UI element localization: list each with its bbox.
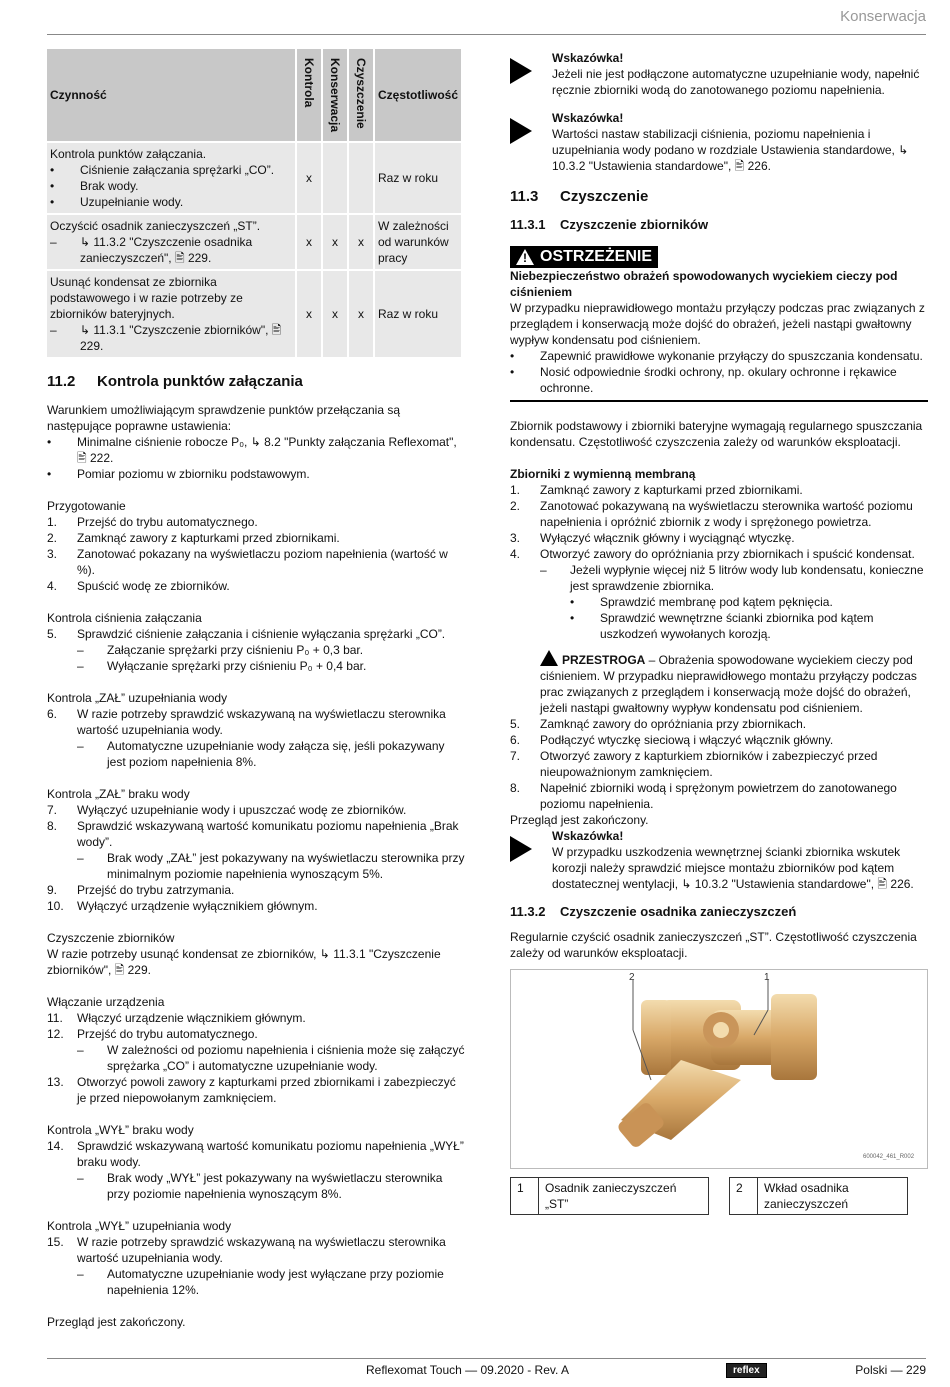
maintenance-table (45, 47, 463, 359)
strainer-illustration (511, 970, 927, 1168)
svg-text:600042_461_R002: 600042_461_R002 (863, 1154, 915, 1160)
note-box: Wskazówka! Jeżeli nie jest podłączone automatyczne uzupełnianie wody, napełnić ręcznie zbiorniki wodą do zanotowanego poziomu napełnienia. (510, 50, 928, 98)
figure-legend: 1 Osadnik zanieczyszczeń „ST” 2 Wkład osadnika zanieczyszczeń (510, 1177, 928, 1215)
table-row: Oczyścić osadnik zanieczyszczeń „ST”. – ↳ 11.3.2 "Czyszczenie osadnika zanieczyszczeń", 🖹 229. x x x W zależności od warunków pracy (47, 215, 461, 269)
note-arrow-icon (510, 50, 552, 98)
section-11-3-heading: 11.3 Czyszczenie (510, 188, 649, 205)
th-frequency: Częstotliwość (375, 49, 461, 141)
section-11-2-heading: 11.2 Kontrola punktów załączania (47, 373, 303, 390)
th-kontrola: Kontrola (297, 49, 321, 141)
document-id: Reflexomat Touch — 09.2020 - Rev. A (366, 1363, 569, 1377)
th-activity: Czynność (47, 49, 295, 141)
table-row: Usunąć kondensat ze zbiornika podstawowego i w razie potrzeby ze zbiorników bateryjnych. – ↳ 11.3.1 "Czyszczenie zbiorników", 🖹 229. x x x Raz w roku (47, 271, 461, 357)
link-ref[interactable]: ↳ 11.3.1 "Czyszczenie zbiorników", 🖹 229. (80, 323, 282, 353)
caution-note: PRZESTROGA – Obrażenia spowodowane wyciekiem cieczy pod ciśnieniem. W przypadku nieprawidłowego montażu przyłączy podczas prac związanych z przeglądem i konserwacją może dojść do obrażeń, jeżeli nastąpi gwałtowny wypływ kondensatu pod ciśnieniem. (510, 650, 928, 716)
svg-text:1: 1 (764, 972, 770, 983)
page-number: Polski — 229 (855, 1363, 926, 1377)
note-box: Wskazówka! Wartości nastaw stabilizacji ciśnienia, poziomu napełnienia i uzupełniania wody podano w rozdziale Ustawienia standardowe, ↳ 10.3.2 "Ustawienia standardowe", 🖹 226. (510, 110, 928, 174)
note-arrow-icon (510, 828, 552, 892)
svg-text:2: 2 (629, 972, 635, 983)
note-arrow-icon (510, 110, 552, 174)
table-row: Kontrola punktów załączania. • Ciśnienie załączania sprężarki „CO”. • Brak wody. • Uzupełnianie wody. x Raz w roku (47, 143, 461, 213)
warning-icon (516, 249, 534, 265)
page-header-title: Konserwacja (840, 8, 926, 25)
footer-divider (47, 1358, 926, 1359)
note-box: Wskazówka! W przypadku uszkodzenia wewnętrznej ścianki zbiornika wskutek korozji należy sprawdzić miejsce montażu zbiorników pod kątem dostatecznej wentylacji, ↳ 10.3.2 "Ustawienia standardowe", 🖹 226. (510, 828, 928, 892)
right-column: Wskazówka! Jeżeli nie jest podłączone automatyczne uzupełnianie wody, napełnić ręcznie zbiorniki wodą do zanotowanego poziomu napełnienia. Wskazówka! Wartości nastaw stabilizacji ciśnienia, poziomu napełnienia i uzupełniania wody podano w rozdziale Ustawienia standardowe, ↳ 10.3.2 "Ustawienia standardowe", 🖹 226. 11.3 Czyszczenie 11.3.1 Czyszczenie zbiorników ! OSTRZEŻENIE Niebezpieczeństwo obrażeń spowodowanych wyciekiem cieczy pod ciśnieniem W przypadku nieprawidłowego montażu przyłączy podczas prac związanych z przeglądem i konserwacją może dojść do obrażeń, jeżeli nastąpi gwałtowny wypływ kondensatu pod ciśnieniem. • Zapewnić prawidłowe wykonanie przyłączy do spuszczania kondensatu. • Nosić odpowiednie środki ochrony, np. okulary ochronne i rękawice ochronne. Zbiornik podstawowy i zbiorniki bateryjne wymagają regularnego spuszczania kondensatu. Częstotliwość czyszczenia zależy od warunków eksploatacji. Zbiorniki z wymienną membraną 1. Zamknąć zawory z kapturkami przed zbiornikami. 2. Zanotować pokazywaną na wyświetlaczu sterownika wartość poziomu napełnienia i opróżnić zbiornik z wody i sprężonego powietrza. 3. Wyłączyć włącznik główny i wyciągnąć wtyczkę. 4. Otworzyć zawory do opróżniania przy zbiornikach i spuścić kondensat. – Jeżeli wypłynie więcej niż 5 litrów wody lub kondensatu, konieczne jest sprawdzenie zbiornika. • Sprawdzić membranę pod kątem pęknięcia. • Sprawdzić wewnętrzne ścianki zbiornika pod kątem uszkodzeń wywołanych korozją. PRZESTROGA – Obrażenia spowodowane wyciekiem cieczy pod ciśnieniem. W przypadku nieprawidłowego montażu przyłączy podczas prac związanych z przeglądem i konserwacją może dojść do obrażeń, jeżeli nastąpi gwałtowny wypływ kondensatu pod ciśnieniem. 5. Zamknąć zawory do opróżniania przy zbiornikach. 6. Podłączyć wtyczkę sieciową i włączyć włącznik główny. 7. Otworzyć zawory z kapturkiem zbiorników i zabezpieczyć przed nieupoważnionym zamknięciem. 8. Napełnić zbiorniki wodą i sprężonym powietrzem do zanotowanego poziomu napełnienia. Przegląd jest zakończony. Wskazówka! W przypadku uszkodzenia wewnętrznej ścianki zbiornika wskutek korozji należy sprawdzić miejsce montażu zbiorników pod kątem dostatecznej wentylacji, ↳ 10.3.2 "Ustawienia standardowe", 🖹 226. 11.3.2 Czyszczenie osadnika zanieczyszczeń Regularnie czyścić osadnik zanieczyszczeń „ST”. Częstotliwość czyszczenia zależy od warunków eksploatacji. 2 1 600042_461_R002 1 Osadnik zanieczyszczeń „ST” 2 Wkład osadnika zanieczyszczeń (510, 50, 928, 1215)
th-konserwacja: Konserwacja (323, 49, 347, 141)
caution-icon (540, 650, 558, 666)
warning-label: ! OSTRZEŻENIE (510, 246, 658, 268)
warning-box: ! OSTRZEŻENIE Niebezpieczeństwo obrażeń spowodowanych wyciekiem cieczy pod ciśnieniem W przypadku nieprawidłowego montażu przyłączy podczas prac związanych z przeglądem i konserwacją może dojść do obrażeń, jeżeli nastąpi gwałtowny wypływ kondensatu pod ciśnieniem. • Zapewnić prawidłowe wykonanie przyłączy do spuszczania kondensatu. • Nosić odpowiednie środki ochrony, np. okulary ochronne i rękawice ochronne. (510, 246, 928, 402)
section-11-3-2-heading: 11.3.2 Czyszczenie osadnika zanieczyszczeń (510, 904, 797, 919)
header-divider (47, 34, 926, 35)
link-ref[interactable]: ↳ 11.3.2 "Czyszczenie osadnika zanieczyszczeń", 🖹 229. (80, 235, 253, 265)
left-column: Czynność Kontrola Konserwacja Czyszczenie Częstotliwość Kontrola punktów załączania. • Ciśnienie załączania sprężarki „CO”. • Brak wody. • Uzupełnianie wody. x Raz w roku Oczyścić osadnik zanieczyszczeń „ST”. – ↳ 11.3.2 "Czyszczenie osadnika zanieczyszczeń", 🖹 229. x x x W zależności od warunków pracy Usunąć kondensat ze zbiornika podstawowego i w razie potrzeby ze zbiorników bateryjnych. – ↳ 11.3.1 "Czyszczenie zbiorników", 🖹 229. x x x Raz w roku 11.2 Kontrola punktów załączania Warunkiem umożliwiającym sprawdzenie punktów przełączania są następujące poprawne ustawienia: • Minimalne ciśnienie robocze P₀, ↳ 8.2 "Punkty załączania Reflexomat", 🖹 222. • Pomiar poziomu w zbiorniku podstawowym. Przygotowanie 1. Przejść do trybu automatycznego. 2. Zamknąć zawory z kapturkami przed zbiornikami. 3. Zanotować pokazany na wyświetlaczu poziom napełnienia (wartość w %). 4. Spuścić wodę ze zbiorników. Kontrola ciśnienia załączania 5. Sprawdzić ciśnienie załączania i ciśnienie wyłączania sprężarki „CO”. – Załączanie sprężarki przy ciśnieniu P₀ + 0,3 bar. – Wyłączanie sprężarki przy ciśnieniu P₀ + 0,4 bar. Kontrola „ZAŁ” uzupełniania wody 6. W razie potrzeby sprawdzić wskazywaną na wyświetlaczu sterownika wartość uzupełniania wody. – Automatyczne uzupełnianie wody załącza się, jeśli pokazywany jest poziom napełnienia 8%. Kontrola „ZAŁ” braku wody 7. Wyłączyć uzupełnianie wody i upuszczać wodę ze zbiorników. 8. Sprawdzić wskazywaną wartość komunikatu poziomu napełnienia „Brak wody”. – Brak wody „ZAŁ” jest pokazywany na wyświetlaczu sterownika przy minimalnym poziomie napełnienia wynoszącym 5%. 9. Przejść do trybu zatrzymania. 10. Wyłączyć urządzenie wyłącznikiem głównym. Czyszczenie zbiorników W razie potrzeby usunąć kondensat ze zbiorników, ↳ 11.3.1 "Czyszczenie zbiorników", 🖹 229. Włączanie urządzenia 11. Włączyć urządzenie włącznikiem głównym. 12. Przejść do trybu automatycznego. – W zależności od poziomu napełnienia i ciśnienia może się załączyć sprężarka „CO” i automatyczne uzupełnianie wody. 13. Otworzyć powoli zawory z kapturkami przed zbiornikami i zabezpieczyć je przed niepowołanym zamknięciem. Kontrola „WYŁ” braku wody 14. Sprawdzić wskazywaną wartość komunikatu poziomu napełnienia „WYŁ” braku wody. – Brak wody „WYŁ” jest pokazywany na wyświetlaczu sterownika przy poziomie napełnienia wynoszącym 8%. Kontrola „WYŁ” uzupełniania wody 15. W razie potrzeby sprawdzić wskazywaną na wyświetlaczu sterownika wartość uzupełniania wody. – Automatyczne uzupełnianie wody jest wyłączane przy poziomie napełnienia 12%. Przegląd jest zakończony. (47, 47, 465, 1330)
section-11-3-1-heading: 11.3.1 Czyszczenie zbiorników (510, 217, 709, 232)
th-czyszczenie: Czyszczenie (349, 49, 373, 141)
reflex-logo: reflex (726, 1363, 767, 1378)
strainer-figure (510, 969, 928, 1169)
